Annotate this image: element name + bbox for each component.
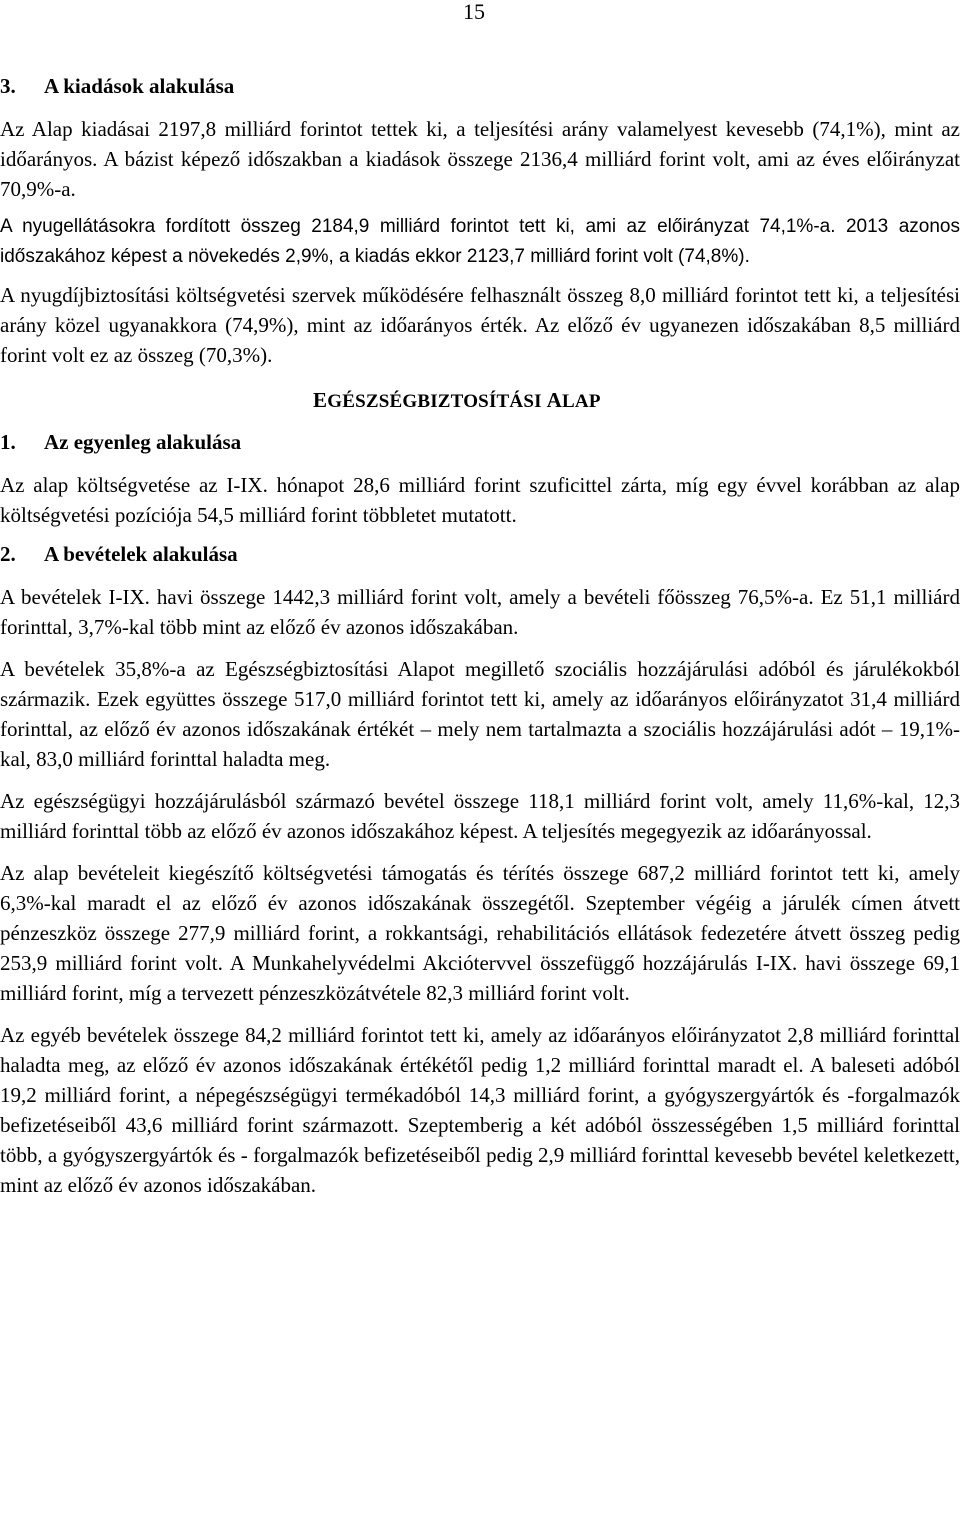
heading-egyenleg (0, 426, 960, 458)
heading-text: Az egyenleg alakulása (44, 430, 242, 454)
paragraph-egeszsegugyi-hozzajarulas: Az egészségügyi hozzájárulásból származó bevétel összege 118,1 milliárd forint volt, amely 11,6%-kal, 12,3 milliárd forinttal több az előző év azonos időszakához képest. A teljesítés megegyezik az időarányossal. (0, 789, 960, 843)
paragraph-bevetelek-osszeg: A bevételek I-IX. havi összege 1442,3 milliárd forint volt, amely a bevételi főösszeg 76,5%-a. Ez 51,1 milliárd forinttal, 3,7%-kal több mint az előző év azonos időszakában. (0, 585, 960, 639)
heading-number: 3. (0, 74, 16, 98)
paragraph-koltsegvetesi-tamogatas: Az alap bevételeit kiegészítő költségvetési támogatás és térítés összege 687,2 milliárd forintot tett ki, amely 6,3%-kal maradt el az előző év azonos időszakának összegétől. Szeptember végéig a járulék címen átvett pénzeszköz összege 277,9 milliárd forint, a rokkantsági, rehabilitációs ellátások fedezetére átvett összeg pedig 253,9 milliárd forint volt. A Munkahelyvédelmi Akciótervvel összefüggő hozzájárulás I-IX. havi összege 69,1 milliárd forint, míg a tervezett pénzeszközátvétele 82,3 milliárd forint volt. (0, 861, 960, 1005)
page-number: 15 (463, 0, 485, 24)
heading-text: A bevételek alakulása (44, 542, 238, 566)
paragraph-egyenleg: Az alap költségvetése az I-IX. hónapot 28,6 milliárd forint szuficittel zárta, míg egy évvel korábban az alap költségvetési pozíciója 54,5 milliárd forint többletet mutatott. (0, 473, 960, 527)
heading-number: 2. (0, 542, 16, 566)
heading-text: A kiadások alakulása (44, 74, 235, 98)
paragraph-kiadasok-osszeg: Az Alap kiadásai 2197,8 milliárd forintot tettek ki, a teljesítési arány valamelyest kevesebb (74,1%), mint az időarányos. A bázist képező időszakban a kiadások összege 2136,4 milliárd forint volt, ami az éves előirányzat 70,9%-a. (0, 117, 960, 201)
section-title-egeszsegbiztositasi-alap: EGÉSZSÉGBIZTOSÍTÁSI ALAP (313, 388, 601, 412)
document-body (0, 70, 960, 1200)
heading-number: 1. (0, 430, 16, 454)
paragraph-egyeb-bevetelek: Az egyéb bevételek összege 84,2 milliárd forintot tett ki, amely az időarányos előirányzatot 2,8 milliárd forinttal haladta meg, az előző év azonos időszakának értékétől pedig 1,2 milliárd forinttal maradt el. A baleseti adóból 19,2 milliárd forint, a népegészségügyi termékadóból 14,3 milliárd forint, a gyógyszergyártók és -forgalmazók befizetéseiből 43,6 milliárd forint származott. Szeptemberig a két adóból összességében 1,5 milliárd forinttal több, a gyógyszergyártók és - forgalmazók befizetéseiből pedig 2,9 milliárd forinttal kevesebb bevétel keletkezett, mint az előző év azonos időszakában. (0, 1023, 960, 1197)
paragraph-szocialis-hozzajarulas: A bevételek 35,8%-a az Egészségbiztosítási Alapot megillető szociális hozzájárulási adóból és járulékokból származik. Ezek együttes összege 517,0 milliárd forintot tett ki, amely az időarányos előirányzatot 31,4 milliárd forinttal, az előző év azonos időszakának értékét – mely nem tartalmazta a szociális hozzájárulási adót – 19,1%-kal, 83,0 milliárd forinttal haladta meg. (0, 657, 960, 771)
heading-bevetelek (0, 538, 960, 570)
paragraph-nyugdijbiztositasi-szervek: A nyugdíjbiztosítási költségvetési szervek működésére felhasznált összeg 8,0 milliárd forintot tett ki, a teljesítési arány közel ugyanakkora (74,9%), mint az időarányos érték. Az előző év ugyanezen időszakában 8,5 milliárd forint volt ez az összeg (70,3%). (0, 283, 960, 367)
heading-kiadasok (0, 70, 960, 102)
paragraph-nyugellatasok: A nyugellátásokra fordított összeg 2184,9 milliárd forintot tett ki, ami az előirányzat 74,1%-a. 2013 azonos időszakához képest a növekedés 2,9%, a kiadás ekkor 2123,7 milliárd forint volt (74,8%). (0, 216, 960, 267)
